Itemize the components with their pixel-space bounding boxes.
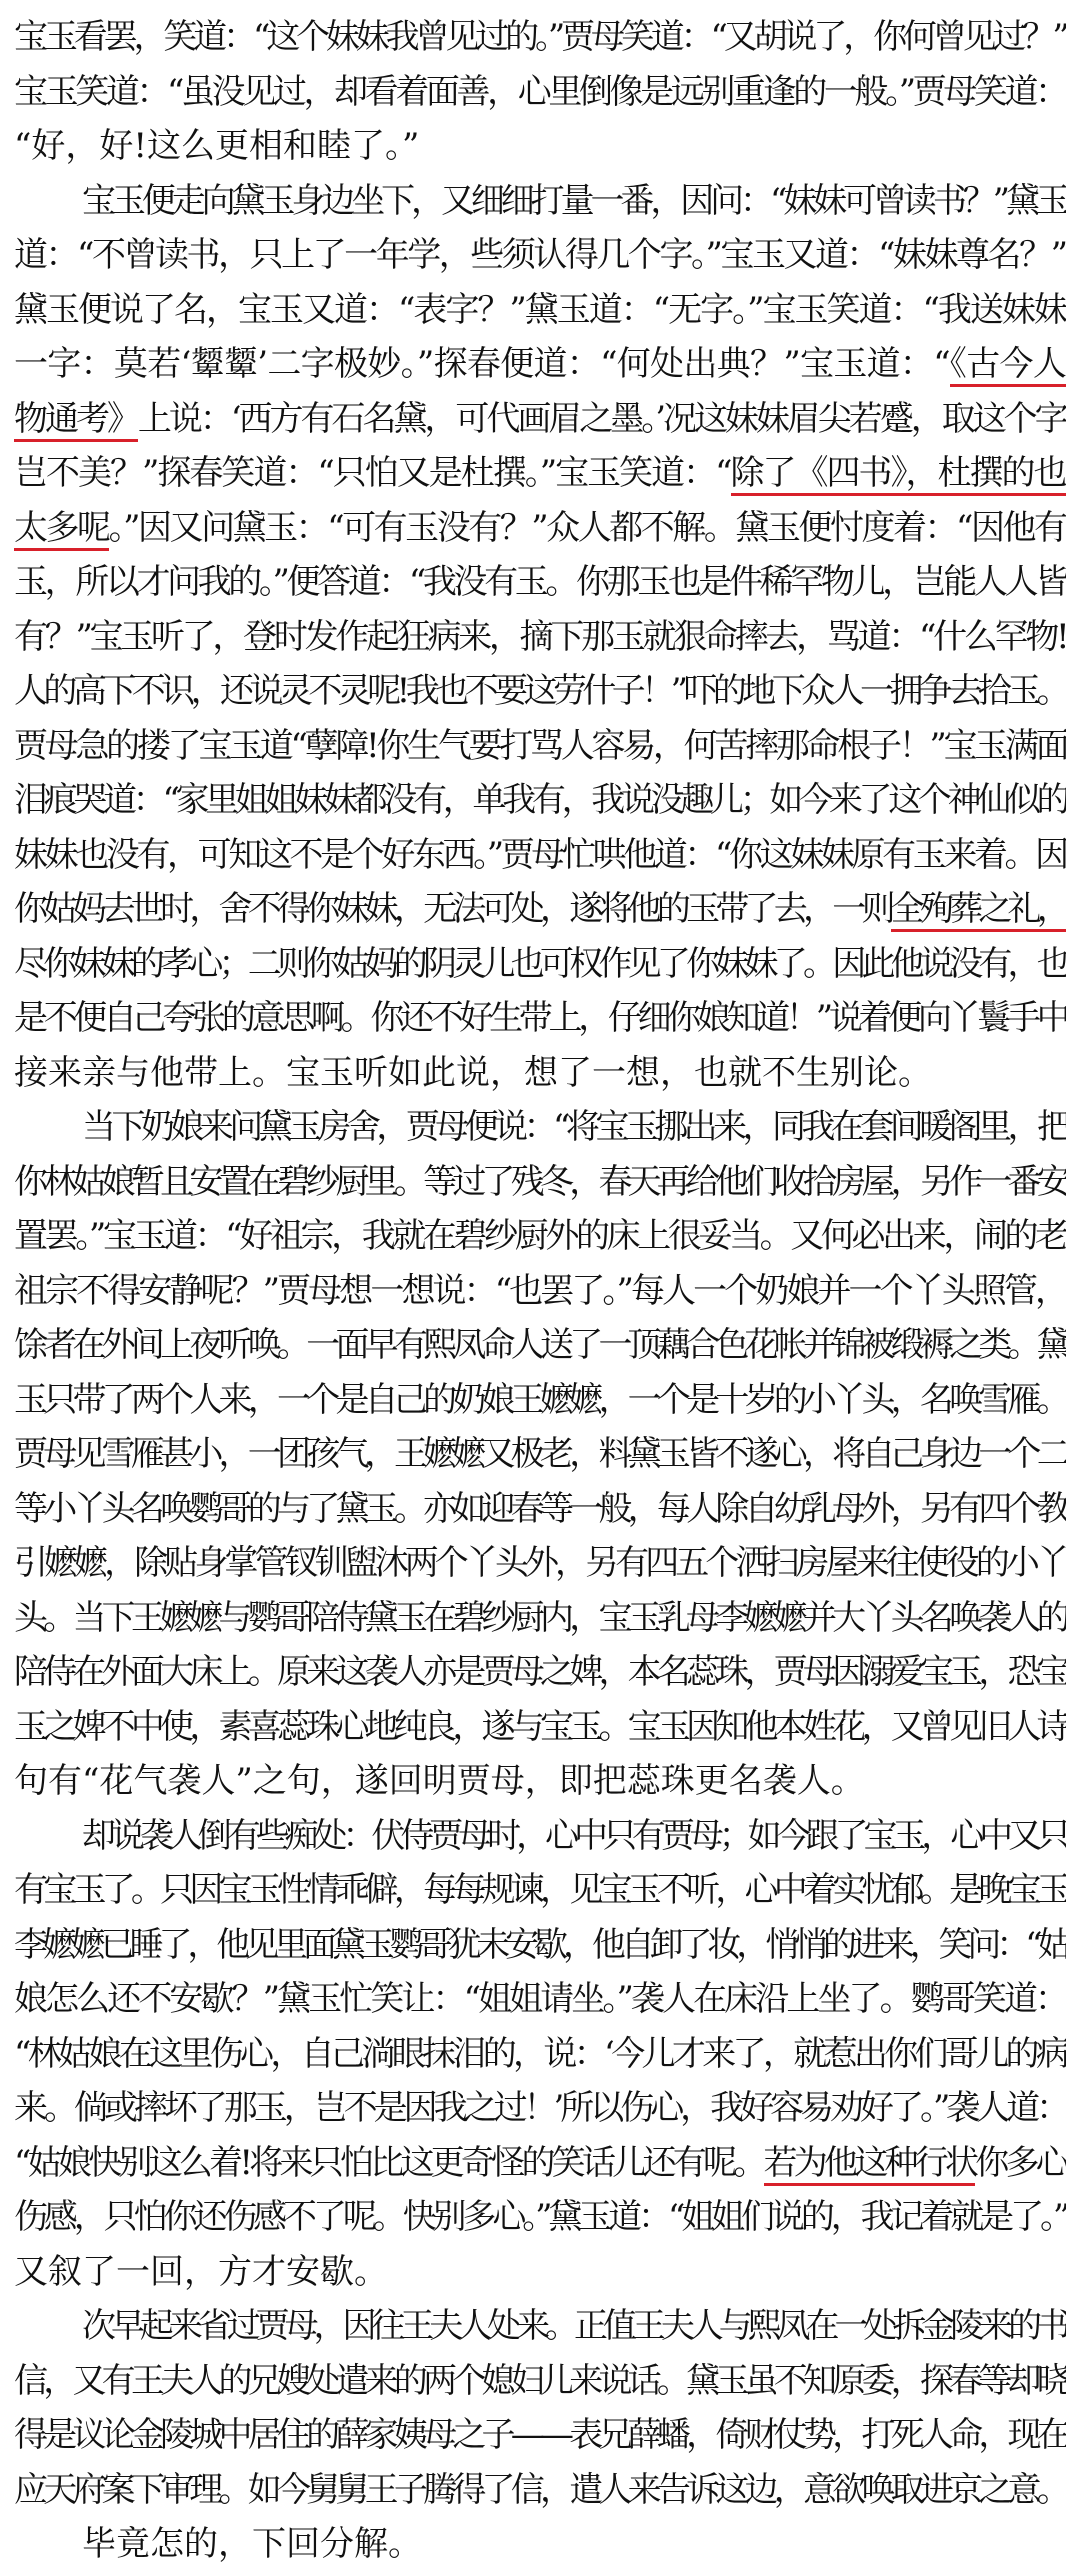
text-line: 贾母急的搂了宝玉道“孽障!你生气要打骂人容易，何苦摔那命根子！”宝玉满面 xyxy=(14,725,1066,766)
underlined-phrase: 除了《四书》，杜撰的也 xyxy=(731,453,1066,496)
text-segment: 一字：莫若‘颦颦’二字极妙。”探春便道：“何处出典？”宝玉道：“ xyxy=(14,344,950,384)
text-line: “林姑娘在这里伤心，自己淌眼抹泪的，说：‘今儿才来了，就惹出你们哥儿的病 xyxy=(14,2033,1066,2074)
underlined-phrase: 物通考》 xyxy=(14,399,138,442)
text-line: 妹妹也没有，可知这不是个好东西。”贾母忙哄他道：“你这妹妹原有玉来着。因 xyxy=(14,834,1066,875)
paragraph xyxy=(14,1100,1066,1809)
text-segment: 上说：‘西方有石名黛，可代画眉之墨。’况这妹妹眉尖若蹙，取这个字 xyxy=(137,398,1066,439)
underlined-phrase: 若为他这种行状 xyxy=(764,2143,976,2186)
paragraph xyxy=(14,10,1066,174)
text-line: 得是议论金陵城中居住的薛家姨母之子——表兄薛蟠，倚财仗势，打死人命，现在 xyxy=(14,2415,1066,2455)
text-line: 引嬷嬷，除贴身掌管钗钏盥沐两个丫头外，另有四五个洒扫房屋来往使役的小丫 xyxy=(14,1543,1066,1583)
text-segment: 岂不美？”探春笑道：“只怕又是杜撰。”宝玉笑道：“ xyxy=(14,453,731,493)
text-line xyxy=(14,501,1066,556)
text-line: 玉只带了两个人来，一个是自己的奶娘王嬷嬷，一个是十岁的小丫头，名唤雪雁。 xyxy=(14,1379,1066,1420)
text-line: 李嬷嬷已睡了，他见里面黛玉鹦哥犹未安歇，他自卸了妆，悄悄的进来，笑问：“姑 xyxy=(14,1924,1066,1965)
paragraph xyxy=(14,2299,1066,2517)
paragraph xyxy=(14,2517,1066,2572)
text-line: 玉之婢不中使，素喜蕊珠心地纯良，遂与宝玉。宝玉因知他本姓花，又曾见旧人诗 xyxy=(14,1706,1066,1747)
text-line: 又叙了一回，方才安歇。 xyxy=(14,2251,388,2292)
text-line: “好，好!这么更相和睦了。” xyxy=(14,126,420,166)
text-line: 黛玉便说了名，宝玉又道：“表字？”黛玉道：“无字。”宝玉笑道：“我送妹妹 xyxy=(14,289,1066,330)
text-line: 你林姑娘暂且安置在碧纱厨里。等过了残冬，春天再给他们收拾房屋，另作一番安 xyxy=(14,1161,1066,1202)
text-line: 应天府案下审理。如今舅舅王子腾得了信，遣人来告诉这边，意欲唤取进京之意。 xyxy=(14,2469,1066,2510)
underlined-phrase: 太多呢 xyxy=(14,508,109,551)
text-line: 当下奶娘来问黛玉房舍，贾母便说：“将宝玉挪出来，同我在套间暖阁里，把 xyxy=(82,1107,1066,1147)
underlined-phrase: 全殉葬之礼， xyxy=(891,889,1066,932)
text-line: 是不便自己夸张的意思啊。你还不好生带上，仔细你娘知道！”说着便向丫鬟手中 xyxy=(14,998,1066,1038)
text-line: 却说袭人倒有些痴处：伏侍贾母时，心中只有贾母；如今跟了宝玉，心中又只 xyxy=(82,1815,1066,1856)
text-line xyxy=(14,337,1066,392)
text-segment: 你多心 xyxy=(975,2142,1066,2183)
text-line: 有宝玉了。只因宝玉性情乖僻，每每规谏，见宝玉不听，心中着实忧郁。是晚宝玉 xyxy=(14,1870,1066,1910)
text-line: 尽你妹妹的孝心；二则你姑妈的阴灵儿也可权作见了你妹妹了。因此他说没有，也 xyxy=(14,943,1066,984)
text-line xyxy=(14,446,1066,501)
text-line: 信，又有王夫人的兄嫂处遣来的两个媳妇儿来说话。黛玉虽不知原委，探春等却晓 xyxy=(14,2360,1066,2401)
text-line: 人的高下不识，还说灵不灵呢!我也不要这劳什子！”吓的地下众人一拥争去拾玉。 xyxy=(14,671,1066,711)
text-line: 玉，所以才问我的。”便答道：“我没有玉。你那玉也是件稀罕物儿，岂能人人皆 xyxy=(14,562,1066,602)
text-line: 次早起来省过贾母，因往王夫人处来。正值王夫人与熙凤在一处拆金陵来的书 xyxy=(82,2306,1066,2346)
text-line: 接来亲与他带上。宝玉听如此说，想了一想，也就不生别论。 xyxy=(14,1052,932,1093)
text-segment: 你姑妈去世时，舍不得你妹妹，无法可处，遂将他的玉带了去，一则 xyxy=(14,889,891,929)
paragraph xyxy=(14,174,1066,1101)
text-line xyxy=(14,392,1066,447)
text-segment: 。”因又问黛玉：“可有玉没有？”众人都不解。黛玉便忖度着：“因他有 xyxy=(108,507,1066,548)
underlined-phrase: 《古今人 xyxy=(950,344,1066,387)
text-line: 伤感，只怕你还伤感不了呢。快别多心。”黛玉道：“姐姐们说的，我记着就是了。” xyxy=(14,2197,1066,2237)
text-line: 娘怎么还不安歇？”黛玉忙笑让：“姐姐请坐。”袭人在床沿上坐了。鹦哥笑道： xyxy=(14,1979,1066,2019)
text-line: 来。倘或摔坏了那玉，岂不是因我之过！’所以伤心，我好容易劝好了。”袭人道： xyxy=(14,2088,1066,2128)
text-line: 句有“花气袭人”之句，遂回明贾母，即把蕊珠更名袭人。 xyxy=(14,1761,865,1801)
text-line: 道：“不曾读书，只上了一年学，些须认得几个字。”宝玉又道：“妹妹尊名？” xyxy=(14,235,1066,275)
text-line: 宝玉看罢，笑道：“这个妹妹我曾见过的。”贾母笑道：“又胡说了，你何曾见过？” xyxy=(14,17,1066,57)
paragraph xyxy=(14,1809,1066,2300)
text-line: 贾母见雪雁甚小，一团孩气，王嬷嬷又极老，料黛玉皆不遂心，将自己身边一个二 xyxy=(14,1434,1066,1474)
text-line: 泪痕哭道：“家里姐姐妹妹都没有，单我有，我说没趣儿；如今来了这个神仙似的 xyxy=(14,780,1066,820)
text-line: 宝玉笑道：“虽没见过，却看着面善，心里倒像是远别重逢的一般。”贾母笑道： xyxy=(14,71,1066,112)
text-line: 宝玉便走向黛玉身边坐下，又细细打量一番，因问：“妹妹可曾读书？”黛玉 xyxy=(82,180,1066,221)
text-line: 毕竟怎的，下回分解。 xyxy=(82,2524,422,2564)
text-line: 馀者在外间上夜听唤。一面早有熙凤命人送了一顶藕合色花帐并锦被缎褥之类。黛 xyxy=(14,1325,1066,1365)
text-line: 等小丫头名唤鹦哥的与了黛玉。亦如迎春等一般，每人除自幼乳母外，另有四个教 xyxy=(14,1488,1066,1529)
text-line: 头。当下王嬷嬷与鹦哥陪侍黛玉在碧纱厨内，宝玉乳母李嬷嬷并大丫头名唤袭人的 xyxy=(14,1597,1066,1638)
text-line: 有？”宝玉听了，登时发作起狂病来，摘下那玉就狠命摔去，骂道：“什么罕物! xyxy=(14,616,1066,657)
text-line: 祖宗不得安静呢？”贾母想一想说：“也罢了。”每人一个奶娘并一个丫头照管， xyxy=(14,1270,1066,1311)
text-line xyxy=(14,2136,1066,2191)
text-line: 置罢。”宝玉道：“好祖宗，我就在碧纱厨外的床上很妥当。又何必出来，闹的老 xyxy=(14,1216,1066,1256)
text-line xyxy=(14,882,1066,937)
text-line: 陪侍在外面大床上。原来这袭人亦是贾母之婢，本名蕊珠，贾母因溺爱宝玉，恐宝 xyxy=(14,1652,1066,1692)
text-segment: “姑娘快别这么着!将来只怕比这更奇怪的笑话儿还有呢。 xyxy=(14,2142,764,2183)
